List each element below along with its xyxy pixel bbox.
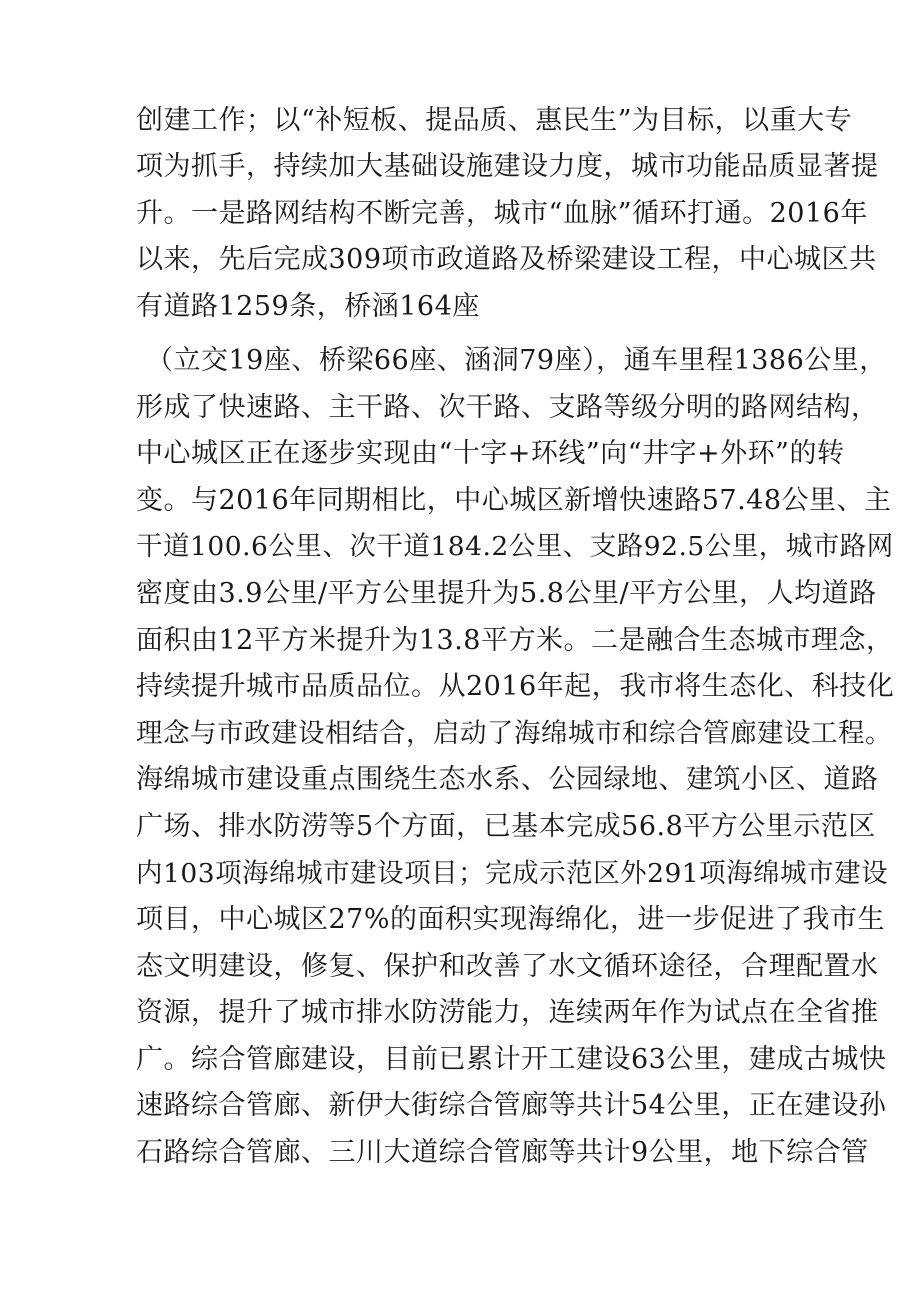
- text-line: 项为抓手，持续加大基础设施建设力度，城市功能品质显著提: [136, 151, 879, 182]
- text-line: 中心城区正在逐步实现由“十字+环线”向“井字+外环”的转: [136, 438, 845, 469]
- text-line: 以来，先后完成309项市政道路及桥梁建设工程，中心城区共: [136, 244, 877, 275]
- text-line: 升。一是路网结构不断完善，城市“血脉”循环打通。2016年: [136, 198, 868, 229]
- text-line: 创建工作；以“补短板、提品质、惠民生”为目标，以重大专: [136, 105, 853, 136]
- text-line: 项目，中心城区27%的面积实现海绵化，进一步促进了我市生: [136, 904, 886, 935]
- text-line: 石路综合管廊、三川大道综合管廊等共计9公里，地下综合管: [136, 1137, 869, 1168]
- text-line: 有道路1259条，桥涵164座: [136, 291, 480, 322]
- text-line: 广。综合管廊建设，目前已累计开工建设63公里，建成古城快: [136, 1044, 887, 1075]
- text-line: 干道100.6公里、次干道184.2公里、支路92.5公里，城市路网: [136, 531, 894, 562]
- text-line: 海绵城市建设重点围绕生态水系、公园绿地、建筑小区、道路: [136, 764, 879, 795]
- text-line: 速路综合管廊、新伊大街综合管廊等共计54公里，正在建设孙: [136, 1090, 887, 1121]
- text-line: 广场、排水防涝等5个方面，已基本完成56.8平方公里示范区: [136, 811, 876, 842]
- text-line: （立交19座、桥梁66座、涵洞79座），通车里程1386公里，: [146, 345, 887, 376]
- text-line: 内103项海绵城市建设项目；完成示范区外291项海绵城市建设: [136, 858, 889, 889]
- text-line: 变。与2016年同期相比，中心城区新增快速路57.48公里、主: [136, 485, 892, 516]
- text-line: 面积由12平方米提升为13.8平方米。二是融合生态城市理念，: [136, 625, 894, 656]
- text-line: 持续提升城市品质品位。从2016年起，我市将生态化、科技化: [136, 671, 895, 702]
- text-line: 态文明建设，修复、保护和改善了水文循环途径，合理配置水: [136, 951, 879, 982]
- text-line: 资源，提升了城市排水防涝能力，连续两年作为试点在全省推: [136, 997, 879, 1028]
- text-line: 理念与市政建设相结合，启动了海绵城市和综合管廊建设工程。: [136, 718, 892, 749]
- text-line: 密度由3.9公里/平方公里提升为5.8公里/平方公里，人均道路: [136, 578, 877, 609]
- text-line: 形成了快速路、主干路、次干路、支路等级分明的路网结构，: [136, 392, 879, 423]
